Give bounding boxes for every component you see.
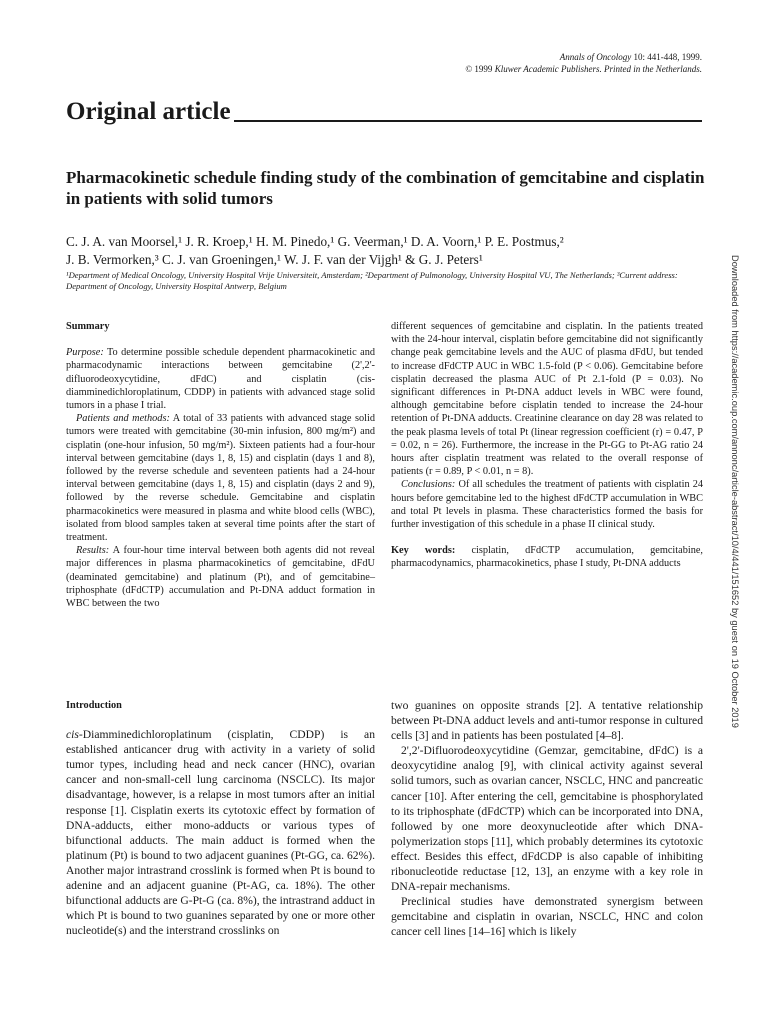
keywords-label: Key words: [391,545,456,557]
introduction-heading: Introduction [66,700,122,711]
keywords [391,544,703,570]
section-title: Original article [66,98,231,125]
introduction-column-left [66,698,375,938]
copyright-year: © 1999 [465,64,495,74]
affiliations: ¹Department of Medical Oncology, University Hospital Vrije Universiteit, Amsterdam; ²Department of Pulmonology, University Hospital VU, The Netherlands; ³Current address: Department of Oncology, University Hospital Antwerp, Belgium [66,270,678,291]
summary-results-continued: different sequences of gemcitabine and cisplatin. In the patients treated with the 24-hour interval, cisplatin before gemcitabine did not significantly change peak gemcitabine levels and the AUC of plasma dFdU, but tended to increase dFdCTP AUC in WBC 1.5-fold (P < 0.06). Gemcitabine before cisplatin decreased the plasma AUC of Pt 2.1-fold (P = 0.03). No significant differences in Pt-DNA adduct levels in WBC were found, although gemcitabine before cisplatin tended to increase the 24-hour retention of Pt-DNA adducts. Creatinine clearance on day 28 was related to the peak plasma levels of total Pt (linear regression coefficient (r) = 0.47, P = 0.02, n = 26). Furthermore, the increase in the Pt-GG to Pt-AG ratio 24 hours after cisplatin treatment was related to the overall response of patients (r = 0.89, P < 0.01, n = 8). [391,321,703,478]
results-label: Results: [76,545,110,557]
purpose-text: To determine possible schedule dependent pharmacokinetic and pharmacodynamic interactions between gemcitabine (2',2'-difluorodeoxycytidine, dFdC) and cisplatin (cis-diamminedichloroplatinum, CDDP) in patients with advanced stage solid tumors in a phase I trial. [66,347,375,412]
summary-methods [66,412,375,544]
purpose-label: Purpose: [66,347,104,359]
author-list [66,233,706,269]
summary-heading: Summary [66,321,110,332]
journal-citation [465,51,702,63]
introduction-paragraph-4: Preclinical studies have demonstrated synergism between gemcitabine and cisplatin in ovarian, NSCLC, HNC and colon cancer cell lines [14–16] which is likely [391,895,703,939]
authors-line-2: J. B. Vermorken,³ C. J. van Groeningen,¹ W. J. F. van der Vijgh¹ & G. J. Peters¹ [66,252,483,267]
authors-line-1: C. J. A. van Moorsel,¹ J. R. Kroep,¹ H. M. Pinedo,¹ G. Veerman,¹ D. A. Voorn,¹ P. E. Postmus,² [66,234,564,249]
journal-volume: 10: 441-448, 1999. [631,52,702,62]
download-note: Downloaded from https://academic.oup.com/annonc/article-abstract/10/4/441/151652 by guest on 19 October 2019 [730,255,740,728]
introduction-text-1: -Diamminedichloroplatinum (cisplatin, CDDP) is an established anticancer drug with activity in a variety of solid tumor types, including head and neck cancer (HNC), ovarian cancer and non-small-cell lung carcinoma (NSCLC). Its major disadvantage, however, is a relapse in most tumors after an initial response [1]. Cisplatin exerts its cytotoxic effect by formation of DNA-adducts, either mono-adducts or various types of bifunctional adducts. The main adduct is formed when the platinum (Pt) is bound to two adjacent guanines (Pt-GG, ca. 62%). Another major intrastrand crosslink is formed when Pt is bound to adenine and an adjacent guanine (Pt-AG, ca. 18%). The other bifunctional adducts are G-Pt-G (ca. 8%), the intrastrand adduct in which Pt is bound to two guanines separated by one or more other nucleotide(s) and the interstrand crosslinks on [66,728,375,938]
copyright-publisher: Kluwer Academic Publishers. Printed in the Netherlands. [494,64,702,74]
methods-label: Patients and methods: [76,413,170,425]
introduction-column-right [391,698,703,940]
section-rule [234,120,702,122]
journal-name: Annals of Oncology [559,52,632,62]
journal-copyright [465,63,702,75]
keywords-text: cisplatin, dFdCTP accumulation, gemcitabine, pharmacodynamics, pharmacokinetics, phase I study, Pt-DNA adducts [391,545,704,570]
article-title: Pharmacokinetic schedule finding study of the combination of gemcitabine and cisplatin in patients with solid tumors [66,168,705,208]
introduction-paragraph-3: 2',2'-Difluorodeoxycytidine (Gemzar, gemcitabine, dFdC) is a deoxycytidine analog [9], with clinical activity against several solid tumors, such as ovarian cancer, NSCLC, HNC and pancreatic cancer [10]. After entering the cell, gemcitabine is phosphorylated to its triphosphate (dFdCTP) which can be incorporated into DNA, followed by one more deoxynucleotide after which DNA-polymerization stops [11], which probably determines its cytotoxic effect. Besides this effect, dFdCDP is also capable of inhibiting ribonucleotide reductase [12, 13], an enzyme with a key role in DNA-repair mechanisms. [391,744,703,894]
summary-conclusions [391,478,703,531]
download-note-wrap [726,255,740,785]
summary-purpose [66,346,375,412]
introduction-paragraph-1 [66,727,375,938]
methods-text: A total of 33 patients with advanced stage solid tumors were treated with gemcitabine (30-min infusion, 800 mg/m²) and cisplatin (one-hour infusion, 50 mg/m²). Sixteen patients had a four-hour interval between gemcitabine (days 1, 8, 15) and cisplatin (days 1 and 8), followed by the reverse schedule and seventeen patients had a 24-hour interval between gemcitabine (days 1, 8, 15) and cisplatin (days 2 and 9), followed by the reverse schedule. Gemcitabine and cisplatin pharmacokinetics were measured in plasma and white blood cells (WBC), isolated from blood samples taken at several time points after the start of treatment. [66,413,375,544]
results-text: A four-hour time interval between both agents did not reveal major differences in plasma pharmacokinetics of gemcitabine, dFdU (deaminated gemcitabine) and platinum (Pt), and of gemcitabine–triphosphate (dFdCTP) accumulation and Pt-DNA adduct formation in WBC between the two [66,545,375,610]
summary-column-left [66,320,375,610]
journal-header [465,51,702,75]
summary-column-right [391,320,703,571]
conclusions-text: Of all schedules the treatment of patients with cisplatin 24 hours before gemcitabine led to the highest dFdCTP accumulation in WBC and total Pt levels in plasma. These characteristics formed the basis for further investigation of this schedule in a phase II clinical study. [391,479,703,531]
summary-results [66,544,375,610]
introduction-paragraph-2: two guanines on opposite strands [2]. A tentative relationship between Pt-DNA adduct levels and anti-tumor response in cultured cells [3] and in patients has been postulated [4–8]. [391,699,703,743]
conclusions-label: Conclusions: [401,479,456,491]
introduction-lead: cis [66,728,79,742]
